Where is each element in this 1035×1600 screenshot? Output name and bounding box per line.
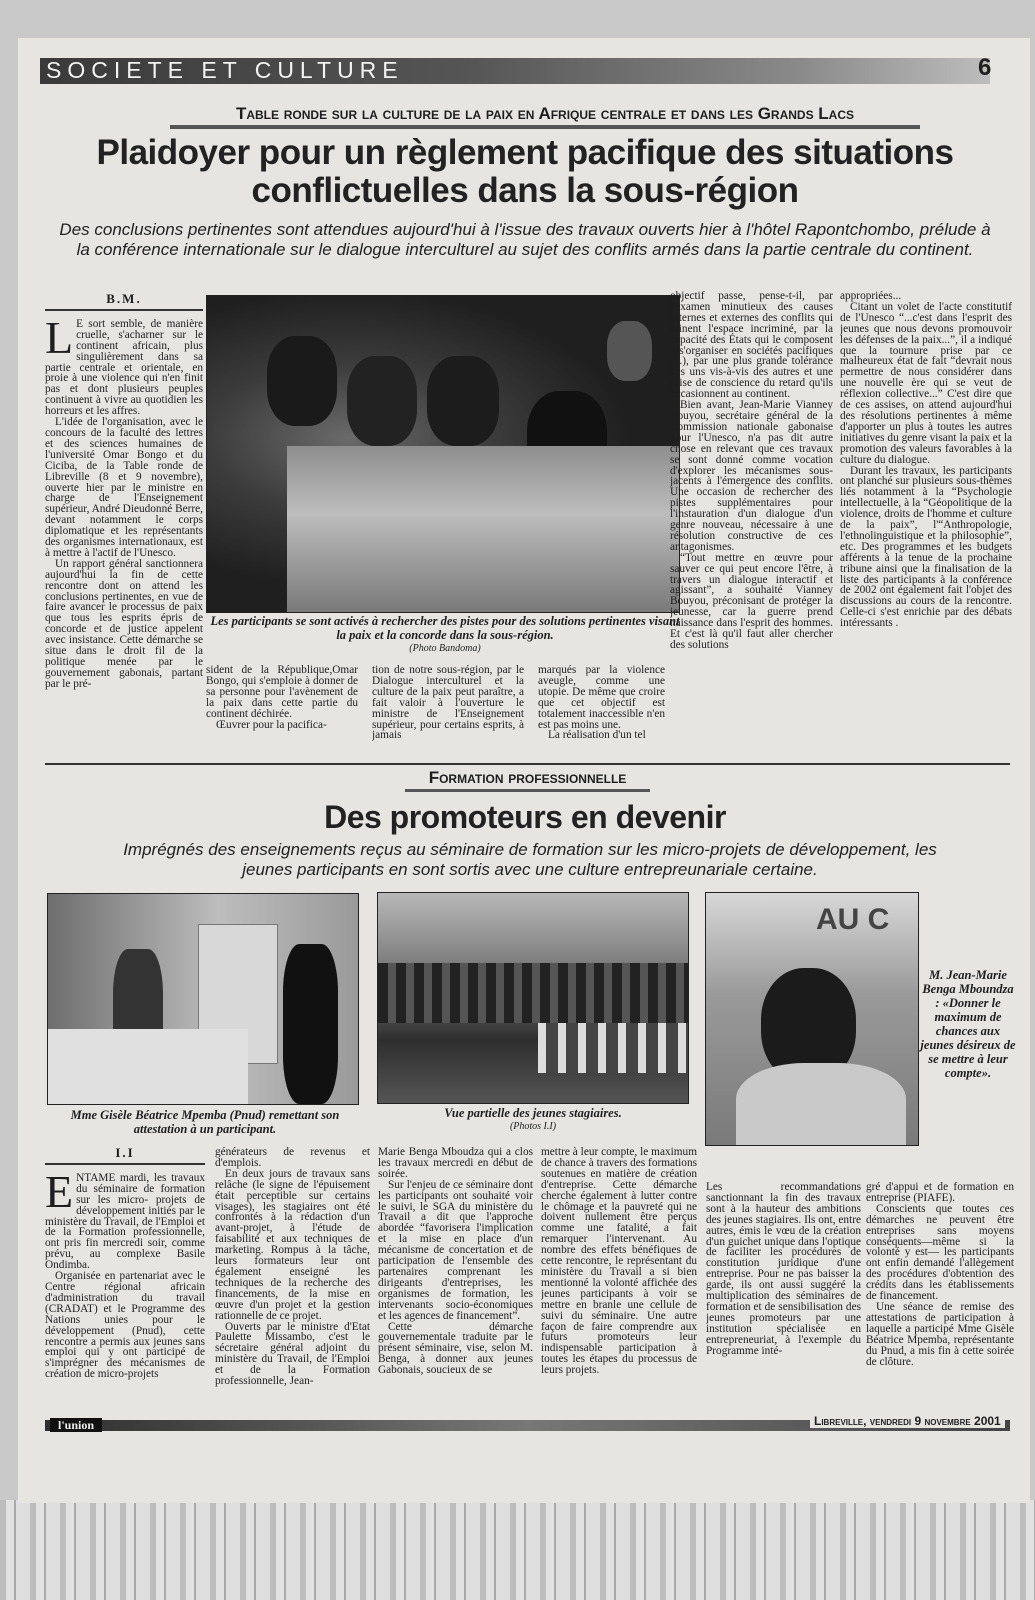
- headline-line: Plaidoyer pour un règlement pacifique des situations: [96, 133, 954, 172]
- portrait-photo: [705, 892, 919, 1146]
- paragraph: Bien avant, Jean-Marie Vianney Bouyou, secrétaire général de la Commission nationale gabonaise pour l'Unesco, n'a pas dit autre chose en relevant que ces travaux se sont donné comme vocation d'explorer les mécanismes sous-jacents à l'émergence des conflits. Une occasion de rechercher des pistes supplémentaires pour l'instauration d'un dialogue d'un genre nouveau, nécessaire à une résolution constructive de ces antagonismes.: [670, 399, 833, 553]
- paragraph: Œuvrer pour la pacifica-: [216, 718, 327, 731]
- drop-cap: E: [45, 1165, 74, 1217]
- background-floor: [0, 1500, 1035, 1600]
- paragraph: Organisée en partenariat avec le Centre régional africain d'administration du travail (CRADAT) et le Programme des Nations unies pour le développement (Pnud), cette rencontre a permis aux jeunes sans emploi qui y ont participé de s'imprégner des mécanismes de création de micro-projets: [45, 1270, 205, 1381]
- article1-column-4: [538, 665, 665, 762]
- paragraph: En deux jours de travaux sans relâche (le signe de l'épuisement était perceptible sur certains visages), les stagiaires ont été confrontés à la rédaction d'un avant-projet, à l'étude de faisabilité et aux techniques de marketing. Rompus à la tâche, leurs formateurs leur ont également enseigné les techniques de la recherche des financements, de la mise en œuvre d'un projet et la gestion rationnelle de ce projet.: [215, 1167, 370, 1322]
- paragraph: Marie Benga Mboudza qui a clos les travaux mercredi en début de soirée.: [378, 1147, 533, 1180]
- paragraph: générateurs de revenus et d'emplois.: [215, 1147, 370, 1169]
- banner-sign-text: AU C: [816, 903, 890, 936]
- article2-kicker: Formation professionnelle: [405, 768, 650, 792]
- article2-column-2: [215, 1147, 370, 1416]
- page-number: 6: [978, 54, 992, 81]
- article1-column-1: [45, 294, 203, 762]
- article1-deck: Des conclusions pertinentes sont attendues aujourd'hui à l'issue des travaux ouverts hier à l'hôtel Rapontchombo, prélude à la conférence internationale sur le dialogue interculturel au sujet des conflits armés dans la partie centrale du continent.: [59, 220, 991, 259]
- section-banner: [40, 58, 990, 84]
- paragraph: mettre à leur compte, le maximum de chance à travers des formations soutenues en matière de création d'entreprise. Cette démarche cherche également à lutter contre le chômage et la pauvreté qui ne doivent nullement être perçus comme une fatalité, a fait remarquer l'intervenant. Au nombre des effets bénéfiques de cette rencontre, le représentant du ministère du Travail a si bien mentionné la volonté affichée des jeunes participants à voir se mettre en branle une cellule de suivi du séminaire. Une autre façon de faire comprendre aux futurs promoteurs leur indispensable participation à toutes les étapes du processus de leurs projets.: [541, 1147, 697, 1377]
- article-divider: [45, 763, 1010, 765]
- paragraph: objectif passe, pense-t-il, par l'examen minutieux des causes internes et externes des conflits qui minent l'espace incriminé, par la capacité des États qui le composent à s'organiser en sociétés pacifiques (...), par une plus grande tolérance des uns vis-à-vis des autres et une prise de conscience du retard qu'ils occasionnent au continent.: [670, 291, 833, 401]
- article1-column-5: [670, 291, 833, 762]
- article1-column-2: [206, 665, 358, 762]
- paragraph: tion de notre sous-région, par le Dialogue interculturel et la culture de la paix peut paraître, a fait valoir à l'ouverture le ministre de l'Enseignement supérieur, pour certains esprits, à jamais: [372, 665, 524, 742]
- paragraph: appropriées...: [840, 291, 902, 302]
- paragraph: La réalisation d'un tel: [548, 729, 646, 742]
- article2-column-1: [45, 1148, 205, 1416]
- paragraph: marqués par la violence aveugle, comme une utopie. De même que croire que cet objectif est totalement inaccessible n'en est pas moins une.: [538, 665, 665, 731]
- article2-deck: Imprégnés des enseignements reçus au séminaire de formation sur les micro-projets de développement, les jeunes participants en sont sortis avec une culture entrepreunariale certaine.: [123, 840, 937, 879]
- paragraph: Une séance de remise des attestations de participation à laquelle a participé Mme Gisèle Béatrice Mpemba, représentante du Pnud, a mis fin à cette soirée de clôture.: [866, 1300, 1014, 1368]
- paragraph: NTAME mardi, les travaux du séminaire de formation sur les micro- projets de développement initiés par le ministère du Travail, de l'Emploi et de la Formation professionnelle, ont pris fin mercredi soir, comme prévu, au complexe Basile Ondimba.: [45, 1171, 205, 1272]
- article1-kicker: Table ronde sur la culture de la paix en Afrique centrale et dans les Grands Lacs: [170, 104, 920, 129]
- paragraph: Sur l'enjeu de ce séminaire dont les participants ont souhaité voir le suivi, le SGA du ministère du Travail a dit que l'approche abordée “favorisera l'implication et la mise en place d'un mécanisme de concertation et de participation de l'ensemble des partenaires comprenant les dirigeants d'entreprises, les organismes de formation, les intervenants socio-économiques et les agences de financement”.: [378, 1178, 533, 1322]
- photo-credit: (Photo Bandoma): [409, 643, 481, 654]
- photo-credit: (Photos I.I): [509, 1121, 557, 1132]
- article2-column-3: [378, 1147, 533, 1416]
- trainees-photo-caption: [377, 1106, 689, 1134]
- paragraph: Ouverts par le ministre d'Etat Paulette Missambo, c'est le sécretaire général adjoint du ministère du Travail, de l'Emploi et de la Formation professionnelle, Jean-: [215, 1320, 370, 1388]
- caption-text: Vue partielle des jeunes stagiaires.: [444, 1106, 622, 1120]
- trainees-photo: [377, 892, 689, 1104]
- conference-photo-caption: [210, 614, 680, 656]
- dateline: Libreville, vendredi 9 novembre 2001: [810, 1414, 1005, 1428]
- paragraph: Durant les travaux, les participants ont planché sur plusieurs sous-thèmes liés notamment à la “Psychologie intellectuelle, à la “Géopolitique de la violence, droits de l'homme et culture de la paix”, l'“Anthropologie, l'ethnolinguistique et la philosophie”, etc. Des programmes et les budgets afférents à la tenue de la prochaine tribune ainsi que la finalisation de la liste des participants à la conférence de 2002 ont également fait l'objet des discussions au cours de la rencontre. Celle-ci s'est enrichie par des débats intéressants .: [840, 464, 1012, 630]
- byline: I.I: [45, 1148, 205, 1165]
- drop-cap: L: [45, 311, 74, 363]
- caption-text: Les participants se sont activés à rechercher des pistes pour des solutions pertinentes visant la paix et la concorde dans la sous-région.: [210, 614, 680, 642]
- paragraph: Cette démarche gouvernementale traduite par le présent séminaire, vise, selon M. Benga, à donner aux jeunes Gabonais, soucieux de se: [378, 1320, 533, 1377]
- article1-headline: [40, 134, 1010, 210]
- article1-column-6: [840, 291, 1012, 762]
- headline-line: conflictuelles dans la sous-région: [251, 171, 799, 210]
- paragraph: sident de la République,Omar Bongo, qui s'emploie à donner de sa personne pour l'avènement de la paix dans cette partie du continent déchirée.: [206, 665, 358, 720]
- masthead-logo: l'union: [50, 1418, 102, 1432]
- paragraph: “Tout mettre en œuvre pour sauver ce qui peut encore l'être, à travers un dialogue interactif et agissant”, a souhaité Vianney Bouyou, préconisant de protéger la jeunesse, car la guerre prend naissance dans l'esprit des hommes. Et c'est là qu'il faut aller chercher des solutions: [670, 551, 833, 651]
- paragraph: L'idée de l'organisation, avec le concours de la faculté des lettres et des sciences humaines de l'université Omar Bongo et du Ciciba, de la Table ronde de Libreville (8 et 9 novembre), ouverte hier par le ministre en charge de l'Enseignement supérieur, André Dieudonné Berre, devant notamment le corps diplomatique et les représentants des organismes internationaux, est à mettre à l'actif de l'Unesco.: [45, 416, 203, 559]
- paragraph: E sort semble, de manière cruelle, s'acharner sur le continent africain, plus singulièrement dans sa partie centrale et orientale, en proie à une violence qui n'en finit pas et dont plusieurs peuples continuent à vivre au quotidien les horreurs et les affres.: [45, 317, 203, 418]
- conference-photo: [206, 295, 680, 613]
- paragraph: Conscients que toutes ces démarches ne peuvent être entreprises sans moyens conséquents—même si la volonté y est— les participants ont enfin demandé l'allègement des procédures d'obtention des crédits dans les établissements de financement.: [866, 1202, 1014, 1303]
- paragraph: Citant un volet de l'acte constitutif de l'Unesco “...c'est dans l'esprit des jeunes que nous devons promouvoir les défenses de la paix...”, il a indiqué que la tournure prise par ce malheureux état de fait “devrait nous permettre de nous considérer dans une nouvelle ère qui se veut de réflexion collective...” C'est dire que de ces assises, on attend aujourd'hui des résolutions pertinentes à même d'apporter un plus à toutes les autres initiatives du genre visant la paix et la promotion des valeurs favorables à la culture du dialogue.: [840, 300, 1012, 466]
- article2-headline: Des promoteurs en devenir: [324, 799, 726, 835]
- article2-column-6: [866, 1182, 1014, 1416]
- portrait-photo-caption: M. Jean-Marie Benga Mboundza : «Donner le maximum de chances aux jeunes désireux de se mettre à leur compte».: [920, 968, 1016, 1080]
- paragraph: Un rapport général sanctionnera aujourd'hui la fin de cette rencontre dont on attend les conclusions pertinentes, en vue de faire avancer le processus de paix que tous les esprits épris de concorde et de justice appelent avec insistance. Cette démarche se situe dans le droit fil de la politique menée par le gouvernement gabonais, partant par le pré-: [45, 557, 203, 690]
- paragraph: gré d'appui et de formation en entreprise (PIAFE).: [866, 1182, 1014, 1204]
- section-label: SOCIETE ET CULTURE: [46, 57, 404, 83]
- article2-column-4: [541, 1147, 697, 1416]
- article2-column-5: [706, 1182, 861, 1416]
- certificate-handover-photo: [47, 893, 359, 1105]
- paragraph: Les recommandations sanctionnant la fin des travaux sont à la hauteur des ambitions des jeunes stagiaires. Ils ont, entre autres, émis le vœu de la création d'un guichet unique dans l'optique de faciliter les procédures de constitution juridique d'une entreprise. Pour ne pas baisser la garde, ils ont aussi suggéré la multiplication des séminaires de formation et de sensibilisation des jeunes promoteurs par une institution spécialisée en entrepreneuriat, à l'exemple du Programme inté-: [706, 1182, 861, 1357]
- article1-column-3: [372, 665, 524, 762]
- certificate-photo-caption: Mme Gisèle Béatrice Mpemba (Pnud) remettant son attestation à un participant.: [70, 1108, 340, 1136]
- byline: B.M.: [45, 294, 203, 311]
